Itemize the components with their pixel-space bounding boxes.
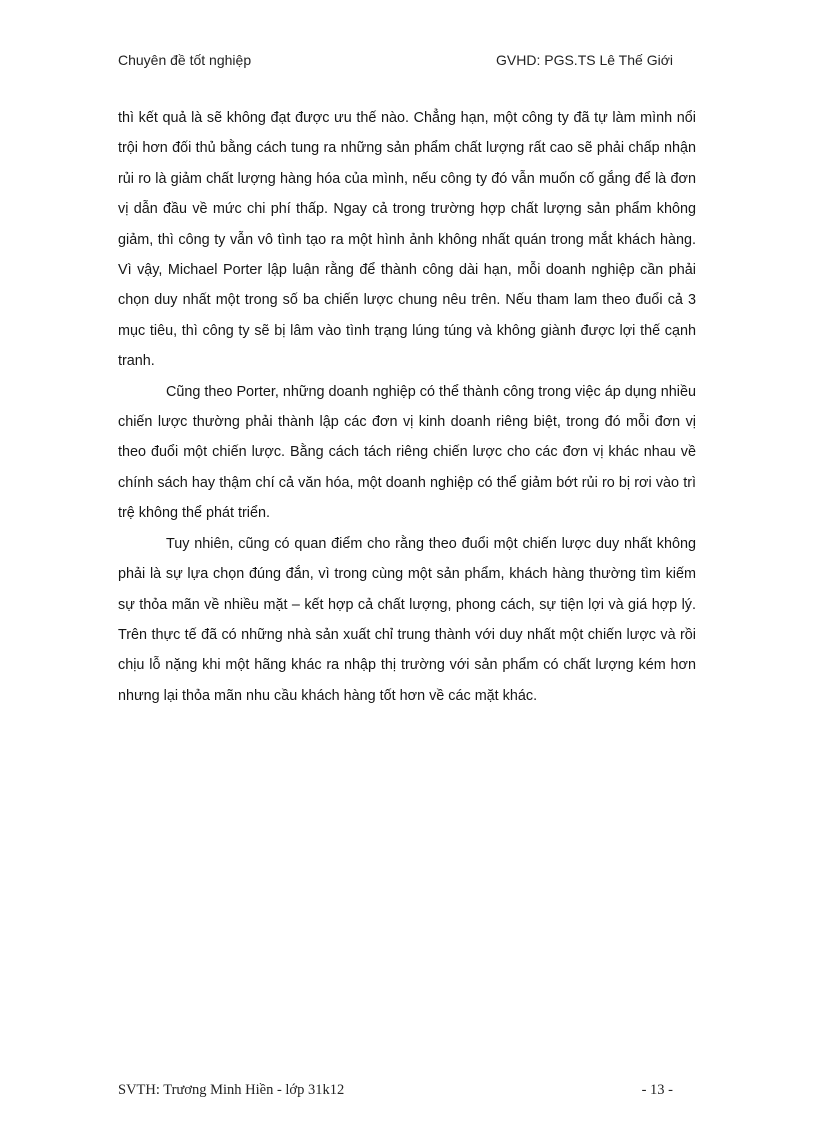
body-text — [118, 103, 696, 711]
header-thesis-title: Chuyên đề tốt nghiệp — [118, 52, 252, 68]
paragraph-counter-view: Tuy nhiên, cũng có quan điểm cho rằng theo đuổi một chiến lược duy nhất không phải là sự lựa chọn đúng đắn, vì trong cùng một sản phẩm, khách hàng thường tìm kiếm sự thỏa mãn về nhiều mặt – kết hợp cả chất lượng, phong cách, sự tiện lợi và giá hợp lý. Trên thực tế đã có những nhà sản xuất chỉ trung thành với duy nhất một chiến lược và rồi chịu lỗ nặng khi một hãng khác ra nhập thị trường với sản phẩm có chất lượng kém hơn nhưng lại thỏa mãn nhu cầu khách hàng tốt hơn về các mặt khác. — [118, 535, 696, 704]
page-header — [118, 52, 673, 74]
page-footer — [118, 1082, 673, 1104]
header-supervisor: GVHD: PGS.TS Lê Thế Giới — [496, 52, 673, 68]
footer-student: SVTH: Trương Minh Hiền - lớp 31k12 — [118, 1082, 345, 1098]
paragraph-porter-business-units: Cũng theo Porter, những doanh nghiệp có thể thành công trong việc áp dụng nhiều chiến lược thường phải thành lập các đơn vị kinh doanh riêng biệt, trong đó mỗi đơn vị theo đuổi một chiến lược. Bằng cách tách riêng chiến lược cho các đơn vị khác nhau về chính sách hay thậm chí cả văn hóa, một doanh nghiệp có thể giảm bớt rủi ro bị rơi vào trì trệ không thể phát triển. — [118, 383, 696, 522]
page-number: - 13 - — [641, 1082, 673, 1098]
paragraph-continuation: thì kết quả là sẽ không đạt được ưu thế nào. Chẳng hạn, một công ty đã tự làm mình nổi trội hơn đối thủ bằng cách tung ra những sản phẩm chất lượng rất cao sẽ phải chấp nhận rủi ro là giảm chất lượng hàng hóa của mình, nếu công ty đó vẫn muốn cố gắng để là đơn vị dẫn đầu về mức chi phí thấp. Ngay cả trong trường hợp chất lượng sản phẩm không giảm, thì công ty vẫn vô tình tạo ra một hình ảnh không nhất quán trong mắt khách hàng. Vì vậy, Michael Porter lập luận rằng để thành công dài hạn, mỗi doanh nghiệp cần phải chọn duy nhất một trong số ba chiến lược chung nêu trên. Nếu tham lam theo đuổi cả 3 mục tiêu, thì công ty sẽ bị lâm vào tình trạng lúng túng và không giành được lợi thế cạnh tranh. — [118, 110, 696, 370]
